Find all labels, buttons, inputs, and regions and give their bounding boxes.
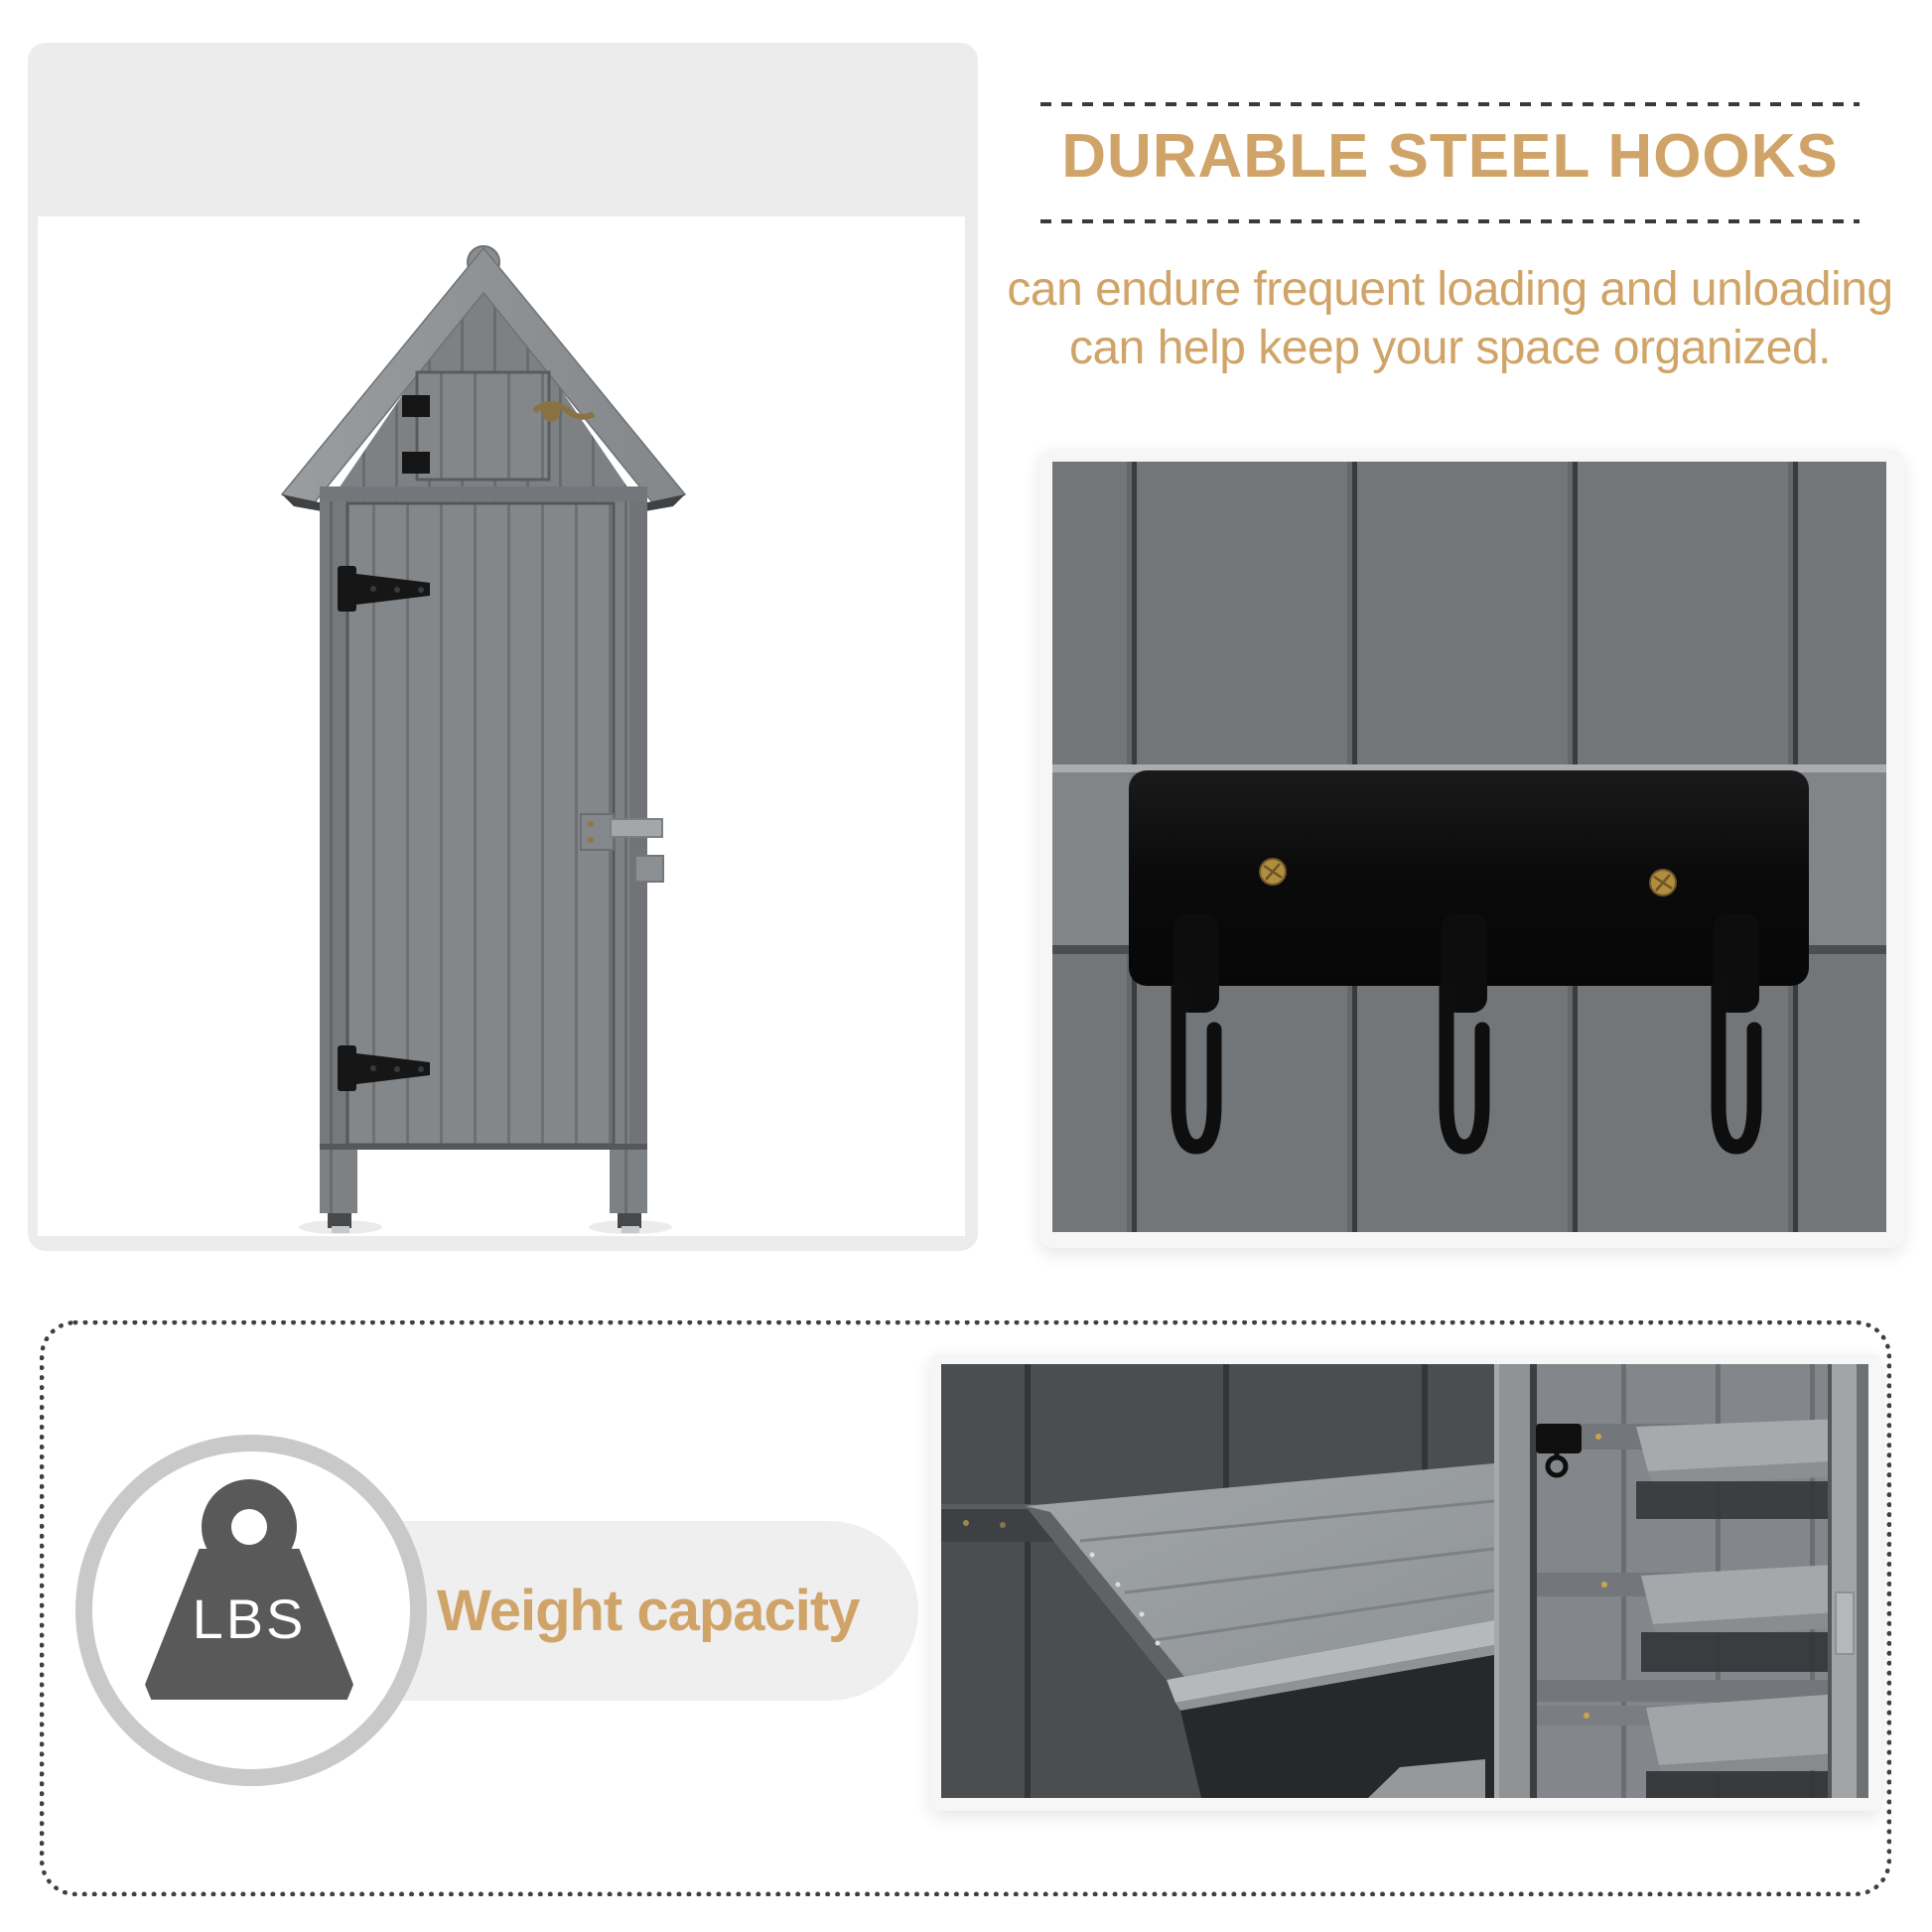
weight-capacity-text: Weight capacity <box>437 1579 860 1643</box>
hooks-photo-frame <box>1039 449 1904 1248</box>
dashed-divider <box>1040 219 1860 223</box>
door-frame-post <box>1494 1364 1534 1798</box>
dashed-divider <box>1040 102 1860 106</box>
shed-photo <box>38 216 965 1236</box>
hatch-door <box>417 372 549 480</box>
door-handle <box>1836 1592 1854 1654</box>
hatch-hinge-icon <box>402 452 430 474</box>
interior-shelves-photo <box>941 1364 1868 1798</box>
shelves-illustration <box>941 1364 1868 1798</box>
screw-icon <box>1650 870 1676 896</box>
hatch-hinge-icon <box>402 395 430 417</box>
section-title: DURABLE STEEL HOOKS <box>1061 122 1839 191</box>
hooks-illustration <box>1052 462 1886 1232</box>
weight-capacity-label <box>437 1521 903 1701</box>
product-photo-card <box>28 43 978 1251</box>
hooks-headline-block <box>968 0 1932 437</box>
steel-hooks-photo <box>1052 462 1886 1232</box>
shed-illustration <box>38 216 965 1236</box>
weight-icon-text: LBS <box>192 1587 307 1650</box>
shelves-photo-frame <box>930 1353 1881 1811</box>
description-line-1: can endure frequent loading and unloading <box>1007 263 1893 316</box>
screw-icon <box>1260 859 1286 885</box>
section-description <box>968 260 1932 377</box>
door-edge <box>1832 1364 1857 1798</box>
description-line-2: can help keep your space organized. <box>1068 322 1832 374</box>
